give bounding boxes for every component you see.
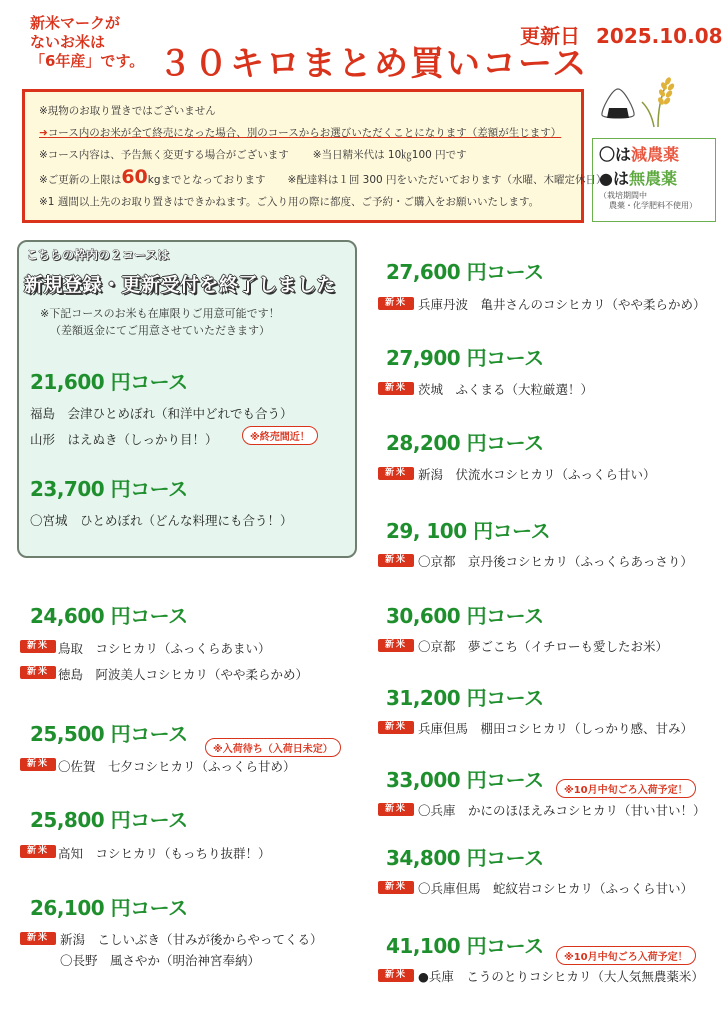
panel-note-line1: ※下記コースのお米も在庫限りご用意可能です！ bbox=[40, 307, 280, 320]
new-rice-badge: 新米 bbox=[378, 297, 414, 310]
legend-note-2: 農薬・化学肥料不使用） bbox=[609, 201, 697, 210]
course-item: 〇兵庫 かにのほほえみコシヒカリ（甘い甘い！） bbox=[418, 803, 706, 818]
new-rice-note-line2: ないお米は bbox=[30, 33, 106, 51]
new-rice-badge: 新米 bbox=[378, 803, 414, 816]
sold-out-soon-tag: ※終売間近！ bbox=[242, 426, 318, 445]
course-title-25500: 25,500 円コース bbox=[30, 722, 188, 746]
new-rice-badge: 新米 bbox=[378, 467, 414, 480]
panel-note bbox=[40, 305, 280, 339]
notice-line-3 bbox=[39, 144, 571, 166]
notice-line-1: ※現物のお取り置きではございません bbox=[39, 105, 216, 117]
new-rice-badge: 新米 bbox=[20, 932, 56, 945]
course-item: 福島 会津ひとめぼれ（和洋中どれでも合う） bbox=[30, 406, 293, 421]
limit-value: 60 bbox=[121, 166, 148, 188]
course-item: 新潟 こしいぶき（甘みが後からやってくる） bbox=[60, 932, 323, 947]
page-title: ３０キロまとめ買いコース bbox=[158, 44, 589, 84]
course-item: 山形 はえぬき（しっかり目！） bbox=[30, 432, 218, 447]
notice-line-3a: ※コース内容は、予告無く変更する場合がございます bbox=[39, 149, 289, 161]
new-rice-note bbox=[30, 14, 144, 71]
course-item: ●兵庫 こうのとりコシヒカリ（大人気無農薬米） bbox=[418, 969, 704, 984]
new-rice-badge: 新米 bbox=[378, 382, 414, 395]
update-date-value: 2025.10.08 bbox=[596, 24, 723, 48]
panel-heading-large: 新規登録・更新受付を終了しました bbox=[24, 274, 337, 296]
course-title-34800: 34,800 円コース bbox=[386, 846, 544, 870]
panel-heading-small: こちらの枠内の２コースは bbox=[26, 248, 170, 262]
arrow-icon: ➜ bbox=[39, 127, 48, 139]
new-rice-badge: 新米 bbox=[378, 721, 414, 734]
arrival-schedule-tag: ※10月中旬ごろ入荷予定！ bbox=[556, 779, 696, 798]
new-rice-badge: 新米 bbox=[378, 554, 414, 567]
course-item: 徳島 阿波美人コシヒカリ（やや柔らかめ） bbox=[58, 667, 309, 682]
new-rice-badge: 新米 bbox=[20, 666, 56, 679]
awaiting-stock-tag: ※入荷待ち（入荷日未定） bbox=[205, 738, 341, 757]
course-title-41100: 41,100 円コース bbox=[386, 934, 544, 958]
course-title-25800: 25,800 円コース bbox=[30, 808, 188, 832]
new-rice-badge: 新米 bbox=[20, 640, 56, 653]
course-item: 高知 コシヒカリ（もっちり抜群！） bbox=[58, 846, 271, 861]
new-rice-badge: 新米 bbox=[378, 881, 414, 894]
course-title-24600: 24,600 円コース bbox=[30, 604, 188, 628]
notice-line-4 bbox=[39, 166, 607, 191]
notice-line-4b: ※配達料は１回 300 円をいただいております（水曜、木曜定休日） bbox=[287, 174, 607, 186]
course-title-33000: 33,000 円コース bbox=[386, 768, 544, 792]
legend-box bbox=[592, 138, 716, 222]
open-circle-mark: 〇は bbox=[599, 145, 632, 164]
course-item: 新潟 伏流水コシヒカリ（ふっくら甘い） bbox=[418, 467, 656, 482]
course-item: 茨城 ふくまる（大粒厳選！） bbox=[418, 382, 594, 397]
new-rice-badge: 新米 bbox=[20, 758, 56, 771]
course-title-27900: 27,900 円コース bbox=[386, 346, 544, 370]
update-label: 更新日 bbox=[520, 24, 580, 48]
legend-row-reduced bbox=[599, 143, 709, 167]
notice-line-2 bbox=[39, 122, 571, 144]
notice-line-4a-post: kgまでとなっております bbox=[147, 174, 266, 186]
course-title-21600: 21,600 円コース bbox=[30, 370, 188, 394]
update-date bbox=[520, 20, 723, 49]
filled-circle-mark: ●は bbox=[599, 169, 629, 188]
course-item: 鳥取 コシヒカリ（ふっくらあまい） bbox=[58, 641, 271, 656]
course-title-27600: 27,600 円コース bbox=[386, 260, 544, 284]
new-rice-note-line3: 「6年産」です。 bbox=[30, 52, 145, 70]
legend-row-none bbox=[599, 167, 709, 191]
rice-plant-icon bbox=[640, 72, 680, 128]
course-item: 〇京都 夢ごこち（イチローも愛したお米） bbox=[418, 639, 669, 654]
course-title-26100: 26,100 円コース bbox=[30, 896, 188, 920]
course-item: 〇佐賀 七夕コシヒカリ（ふっくら甘め） bbox=[58, 759, 296, 774]
legend-note-1: （栽培期間中 bbox=[599, 191, 647, 200]
notice-line-5: ※1 週間以上先のお取り置きはできかねます。ご入り用の際に都度、ご予約・ご購入をお願いいたします。 bbox=[39, 196, 540, 208]
new-rice-badge: 新米 bbox=[20, 845, 56, 858]
course-item: 兵庫但馬 棚田コシヒカリ（しっかり感、甘み） bbox=[418, 721, 694, 736]
notice-line-4a-pre: ※ご更新の上限は bbox=[39, 174, 122, 186]
course-title-23700: 23,700 円コース bbox=[30, 477, 188, 501]
course-item: 〇京都 京丹後コシヒカリ（ふっくらあっさり） bbox=[418, 554, 693, 569]
notice-line-2-text: コース内のお米が全て終売になった場合、別のコースからお選びいただくことになります（差額が生じます） bbox=[47, 127, 562, 139]
course-title-29100: 29, 100 円コース bbox=[386, 519, 551, 543]
course-item: 兵庫丹波 亀井さんのコシヒカリ（やや柔らかめ） bbox=[418, 297, 706, 312]
notice-box bbox=[22, 89, 607, 223]
onigiri-icon bbox=[598, 86, 638, 122]
panel-note-line2: （差額返金にてご用意させていただきます） bbox=[50, 324, 270, 337]
new-rice-note-line1: 新米マークが bbox=[30, 14, 121, 32]
arrival-schedule-tag: ※10月中旬ごろ入荷予定！ bbox=[556, 946, 696, 965]
course-title-30600: 30,600 円コース bbox=[386, 604, 544, 628]
new-rice-badge: 新米 bbox=[378, 639, 414, 652]
course-item: 〇宮城 ひとめぼれ（どんな料理にも合う！） bbox=[30, 513, 293, 528]
new-rice-badge: 新米 bbox=[378, 969, 414, 982]
course-title-31200: 31,200 円コース bbox=[386, 686, 544, 710]
course-title-28200: 28,200 円コース bbox=[386, 431, 544, 455]
no-pesticide-label: 無農薬 bbox=[628, 169, 677, 188]
notice-line-3b: ※当日精米代は 10㎏100 円です bbox=[312, 149, 467, 161]
course-item: 〇長野 風さやか（明治神宮奉納） bbox=[60, 953, 261, 968]
reduced-pesticide-label: 減農薬 bbox=[631, 145, 680, 164]
course-item: 〇兵庫但馬 蛇紋岩コシヒカリ（ふっくら甘い） bbox=[418, 881, 694, 896]
